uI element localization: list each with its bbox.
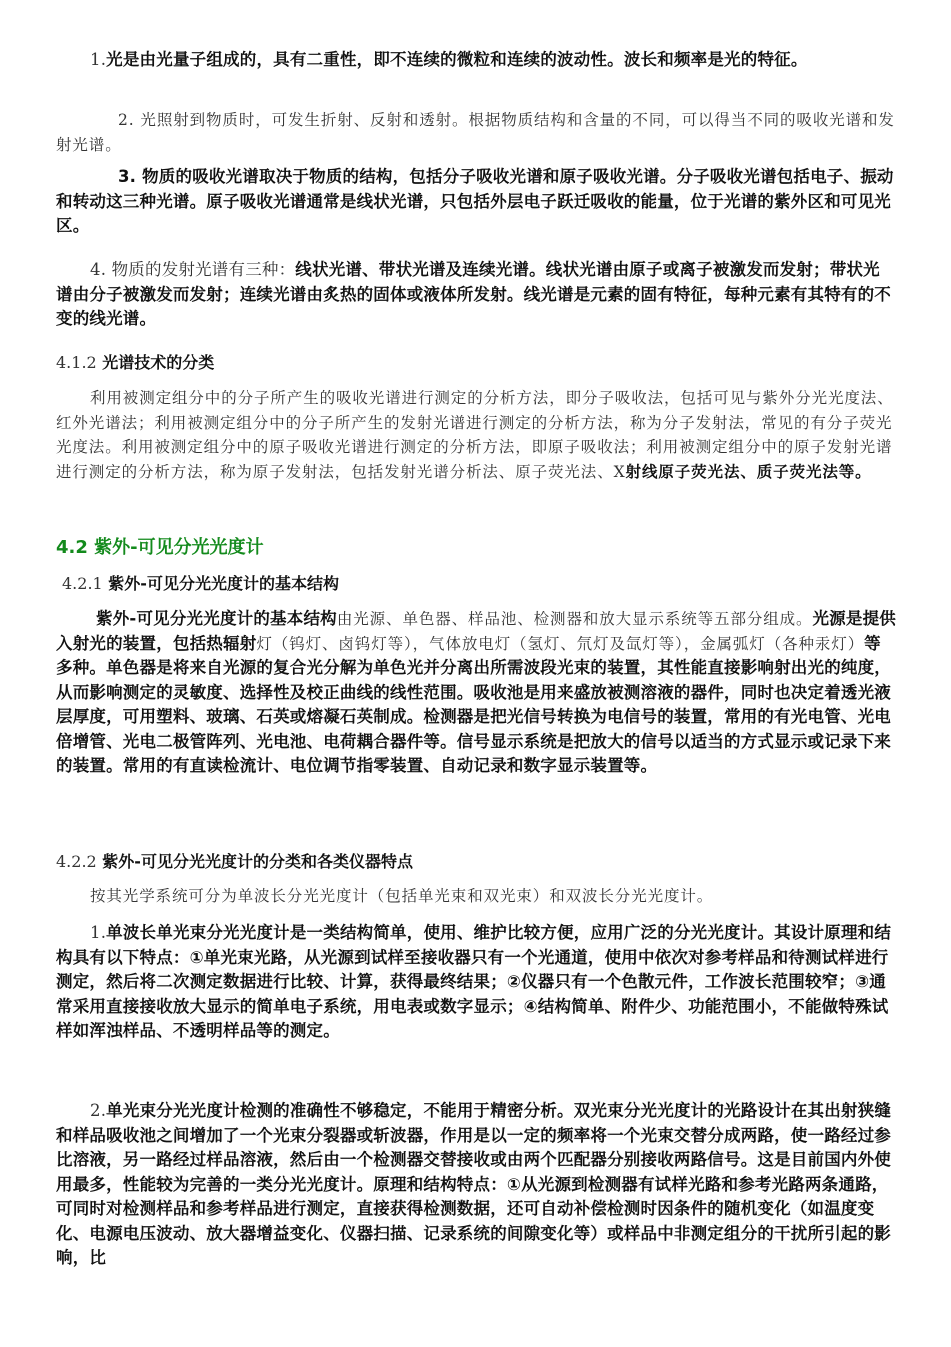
paragraph-9 xyxy=(56,1099,896,1271)
paragraph-9-number: 2. xyxy=(90,1101,107,1120)
heading-4-1-2 xyxy=(56,351,214,375)
heading-4-1-2-number: 4.1.2 xyxy=(56,353,97,372)
paragraph-1-text: 光是由光量子组成的，具有二重性，即不连续的微粒和连续的波动性。波长和频率是光的特征。 xyxy=(106,50,808,69)
paragraph-5-sans-text: 射线原子荧光法、质子荧光法等。 xyxy=(625,462,872,481)
paragraph-7: 按其光学系统可分为单波长分光光度计（包括单光束和双光束）和双波长分光光度计。 xyxy=(90,887,714,905)
paragraph-6-d: 灯（钨灯、卤钨灯等），气体放电灯（氢灯、氘灯及氙灯等），金属弧灯（各种汞灯） xyxy=(256,634,865,653)
heading-4-1-2-text: 光谱技术的分类 xyxy=(102,353,215,372)
paragraph-6-e: 等多种。单色器是将来自光源的复合光分解为单色光并分离出所需波段光束的装置，其性能直接影响射出光的纯度，从而影响测定的灵敏度、选择性及校正曲线的线性范围。吸收池是用来盛放被测溶液的器件，同时也决定着透光液层厚度，可用塑料、玻璃、石英或熔凝石英制成。检测器是把光信号转换为电信号的装置，常用的有光电管、光电倍增管、光电二极管阵列、光电池、电荷耦合器件等。信号显示系统是把放大的信号以适当的方式显示或记录下来的装置。常用的有直读检流计、电位调节指零装置、自动记录和数字显示装置等。 xyxy=(56,633,891,775)
paragraph-4-text: 线状光谱、带状光谱及连续光谱。线状光谱由原子或离子被激发而发射；带状光谱由分子被激发而发射；连续光谱由炙热的固体或液体所发射。线光谱是元素的固有特征，每种元素有其特有的不变的线光谱。 xyxy=(56,260,891,328)
paragraph-1 xyxy=(56,48,896,73)
paragraph-1-number: 1. xyxy=(90,50,107,69)
heading-4-2-2-text: 紫外-可见分光光度计的分类和各类仪器特点 xyxy=(102,852,413,871)
heading-4-2-2 xyxy=(56,850,413,874)
heading-4-2: 4.2 紫外-可见分光光度计 xyxy=(56,537,264,558)
paragraph-4-lead: 4. 物质的发射光谱有三种： xyxy=(90,260,296,279)
paragraph-8 xyxy=(56,921,896,1044)
paragraph-8-number: 1. xyxy=(90,923,107,942)
heading-4-2-1 xyxy=(62,572,339,596)
paragraph-6 xyxy=(56,607,896,779)
paragraph-6-c: 光源是提供入射光的装置，包括热辐射 xyxy=(56,609,896,653)
paragraph-6-a: 紫外-可见分光光度计的基本结构 xyxy=(96,609,337,628)
paragraph-5-serif-text: 利用被测定组分中的分子所产生的吸收光谱进行测定的分析方法，即分子吸收法，包括可见与紫外分光光度法、红外光谱法；利用被测定组分中的分子所产生的发射光谱进行测定的分析方法，称为分子发射法，常见的有分子荧光光度法。利用被测定组分中的原子吸收光谱进行测定的分析方法，即原子吸收法；利用被测定组分中的原子发射光谱进行测定的分析方法，称为原子发射法，包括发射光谱分析法、原子荧光法、X xyxy=(56,389,894,481)
heading-4-2-1-text: 紫外-可见分光光度计的基本结构 xyxy=(108,574,339,593)
paragraph-5 xyxy=(56,386,896,484)
paragraph-8-text: 单波长单光束分光光度计是一类结构简单，使用、维护比较方便，应用广泛的分光光度计。其设计原理和结构具有以下特点：①单光束光路，从光源到试样至接收器只有一个光通道，使用中依次对参考样品和待测试样进行测定，然后将二次测定数据进行比较、计算，获得最终结果；②仪器只有一个色散元件，工作波长范围较窄；③通常采用直接接收放大显示的简单电子系统，用电表或数字显示；④结构简单、附件少、功能范围小，不能做特殊试样如浑浊样品、不透明样品等的测定。 xyxy=(56,923,892,1040)
paragraph-2: 2. 光照射到物质时，可发生折射、反射和透射。根据物质结构和含量的不同，可以得当不同的吸收光谱和发射光谱。 xyxy=(56,111,895,154)
heading-4-2-2-number: 4.2.2 xyxy=(56,852,97,871)
heading-4-2-1-number: 4.2.1 xyxy=(62,574,103,593)
paragraph-3: 3. 物质的吸收光谱取决于物质的结构，包括分子吸收光谱和原子吸收光谱。分子吸收光谱包括电子、振动和转动这三种光谱。原子吸收光谱通常是线状光谱，只包括外层电子跃迁吸收的能量，位于光谱的紫外区和可见光区。 xyxy=(56,167,894,235)
paragraph-6-b: 由光源、单色器、样品池、检测器和放大显示系统等五部分组成。 xyxy=(336,610,813,628)
paragraph-4 xyxy=(56,258,896,332)
paragraph-9-text: 单光束分光光度计检测的准确性不够稳定，不能用于精密分析。双光束分光光度计的光路设计在其出射狭缝和样品吸收池之间增加了一个光束分裂器或斩波器，作用是以一定的频率将一个光束交替分成两路，使一路经过参比溶液，另一路经过样品溶液，然后由一个检测器交替接收或由两个匹配器分别接收两路信号。这是目前国内外使用最多，性能较为完善的一类分光光度计。原理和结构特点：①从光源到检测器有试样光路和参考光路两条通路，可同时对检测样品和参考样品进行测定，直接获得检测数据，还可自动补偿检测时因条件的随机变化（如温度变化、电源电压波动、放大器增益变化、仪器扫描、记录系统的间隙变化等）或样品中非测定组分的干扰所引起的影响，比 xyxy=(56,1101,892,1267)
